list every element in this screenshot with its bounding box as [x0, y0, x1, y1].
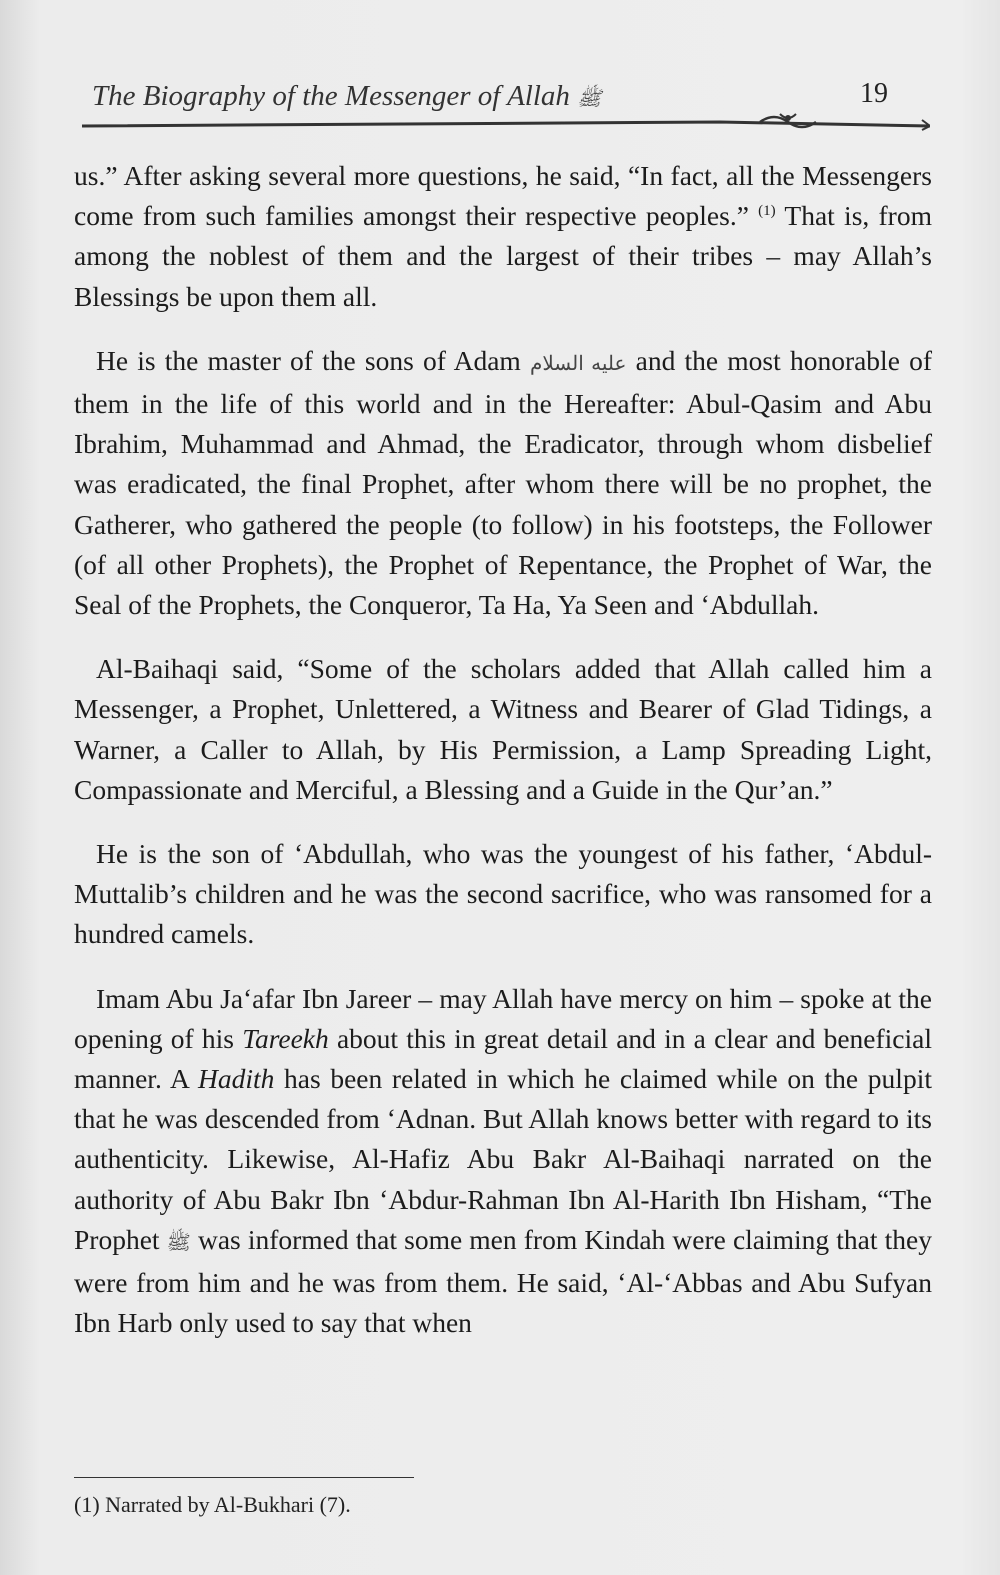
- paragraph-5: [74, 979, 932, 1344]
- paragraph-1-text-b: That is, from among the noblest of them and the largest of their tribes – may Allah’s Blessings be upon them all.: [74, 200, 932, 312]
- paragraph-5-text-d: was informed that some men from Kindah were claiming that they were from him and he was from them. He said, ‘Al-‘Abbas and Abu Sufyan Ibn Harb only used to say that when: [74, 1223, 932, 1339]
- running-title: [92, 80, 601, 115]
- running-title-text: The Biography of the Messenger of Allah: [92, 80, 570, 112]
- paragraph-1: [74, 156, 932, 317]
- header-ornament-rule: [80, 112, 930, 132]
- paragraph-3: Al-Baihaqi said, “Some of the scholars added that Allah called him a Messenger, a Prophet, Unlettered, a Witness and Bearer of Glad Tidings, a Warner, a Caller to Allah, by His Permission, a Lamp Spreading Light, Compassionate and Merciful, a Blessing and a Guide in the Qur’an.”: [74, 653, 932, 805]
- title-tareekh: Tareekh: [242, 1022, 329, 1054]
- salutation-glyph: عليه السلام: [529, 352, 627, 375]
- footnote-marker: (1): [758, 203, 776, 220]
- paragraph-1-text-a: us.” After asking several more questions, he said, “In fact, all the Messengers come from such families amongst their respective peoples.”: [74, 160, 932, 232]
- paragraph-5-text-b: about this in great detail and in a clear and beneficial manner. A: [74, 1022, 932, 1095]
- paragraph-5-text-c: has been related in which he claimed while on the pulpit that he was descended from ‘Adnan. But Allah knows better with regard to its authenticity. Likewise, Al-Hafiz Abu Bakr Al-Baihaqi narrated on the authority of Abu Bakr Ibn ‘Abdur-Rahman Ibn Al-Harith Ibn Hisham, “The Prophet: [74, 1063, 932, 1255]
- footnote: (1) Narrated by Al-Bukhari (7).: [74, 1492, 351, 1517]
- paragraph-2-text-a: He is the master of the sons of Adam: [96, 344, 530, 376]
- paragraph-5-text-a: Imam Abu Ja‘afar Ibn Jareer – may Allah have mercy on him – spoke at the opening of his: [74, 982, 932, 1054]
- footnote-divider: [74, 1477, 414, 1478]
- paragraph-2-text-b: and the most honorable of them in the life of this world and in the Hereafter: Abul-Qasim and Abu Ibrahim, Muhammad and Ahmad, the Eradicator, through whom disbelief was eradicated, the final Prophet, after whom there will be no prophet, the Gatherer, who gathered the people (to follow) in his footsteps, the Follower (of all other Prophets), the Prophet of Repentance, the Prophet of War, the Seal of the Prophets, the Conqueror, Ta Ha, Ya Seen and ‘Abdullah.: [74, 344, 933, 621]
- page-number: 19: [860, 78, 888, 109]
- term-hadith: Hadith: [197, 1063, 275, 1095]
- paragraph-4: He is the son of ‘Abdullah, who was the youngest of his father, ‘Abdul-Muttalib’s children and he was the second sacrifice, who was ransomed for a hundred camels.: [74, 838, 932, 950]
- honorific-glyph: ﷺ: [577, 88, 602, 110]
- honorific-glyph-inline: ﷺ: [166, 1231, 191, 1254]
- page-header: [80, 72, 930, 132]
- paragraph-2: [74, 341, 932, 625]
- main-text: [74, 156, 932, 1367]
